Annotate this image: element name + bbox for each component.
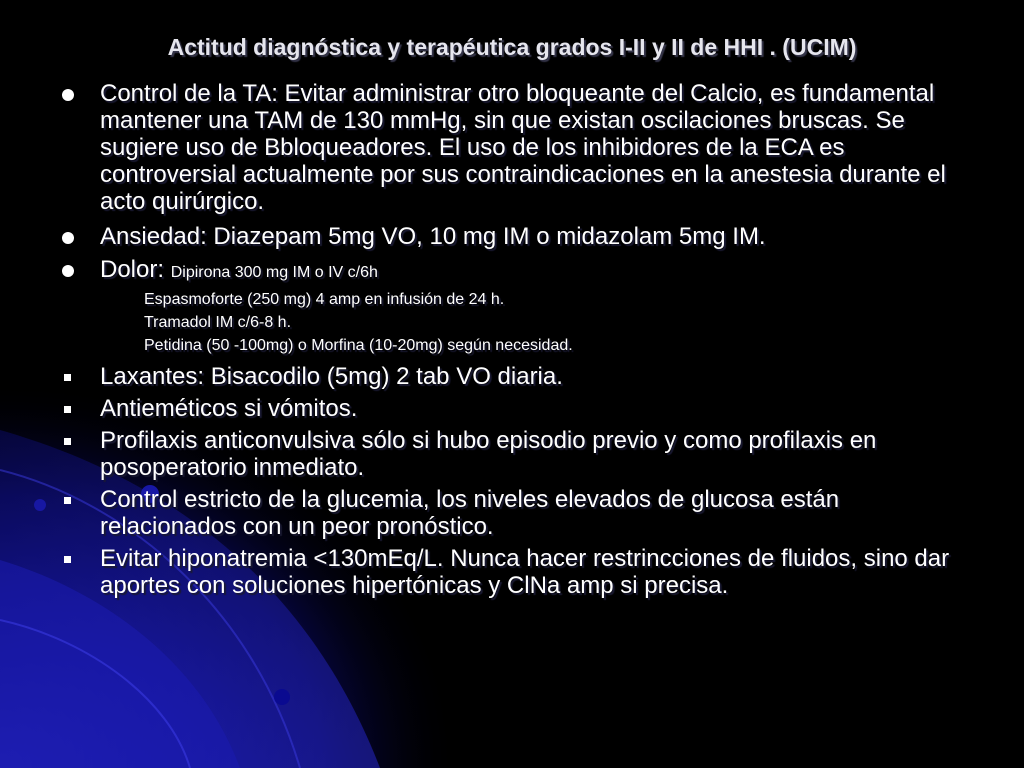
dolor-sub-line: Espasmoforte (250 mg) 4 amp en infusión de 24 h.: [144, 291, 505, 308]
list-item-text: Control de la TA: Evitar administrar otro bloqueante del Calcio, es fundamental mantener una TAM de 130 mmHg, sin que existan oscilaciones bruscas. Se sugiere uso de Bbloqueadores. El uso de los inhibidores de la ECA es controversial actualmente por sus contraindicaciones en la anestesia durante el acto quirúrgico.: [100, 80, 946, 215]
bullet-list: [60, 80, 960, 599]
square-bullet-icon: [64, 406, 71, 413]
list-item: [60, 363, 960, 390]
dolor-sub-line: Petidina (50 -100mg) o Morfina (10-20mg) según necesidad.: [144, 337, 573, 354]
dolor-first-line: Dipirona 300 mg IM o IV c/6h: [170, 264, 378, 281]
list-item-text: Evitar hiponatremia <130mEq/L. Nunca hacer restrincciones de fluidos, sino dar aportes con soluciones hipertónicas y ClNa amp si precisa.: [100, 545, 950, 599]
list-item-text: Ansiedad: Diazepam 5mg VO, 10 mg IM o midazolam 5mg IM.: [100, 223, 766, 250]
list-item: [60, 486, 960, 540]
slide-title: Actitud diagnóstica y terapéutica grados I-II y II de HHI . (UCIM): [167, 34, 857, 60]
square-bullet-icon: [64, 556, 71, 563]
list-item: [60, 545, 960, 599]
list-item-text: Antieméticos si vómitos.: [100, 395, 358, 422]
square-bullet-icon: [64, 374, 71, 381]
dolor-sub-line: Tramadol IM c/6-8 h.: [144, 314, 292, 331]
list-item-text: Control estricto de la glucemia, los niveles elevados de glucosa están relacionados con un peor pronóstico.: [100, 486, 840, 540]
list-item: [60, 256, 960, 286]
list-item-text: Dolor:: [100, 256, 165, 283]
round-bullet-icon: [62, 232, 74, 244]
list-item-text: Laxantes: Bisacodilo (5mg) 2 tab VO diaria.: [100, 363, 563, 390]
list-item: [60, 427, 960, 481]
square-bullet-icon: [64, 497, 71, 504]
round-bullet-icon: [62, 265, 74, 277]
square-bullet-icon: [64, 438, 71, 445]
list-item: [60, 395, 960, 422]
list-item-text: Profilaxis anticonvulsiva sólo si hubo episodio previo y como profilaxis en posoperatorio inmediato.: [100, 427, 877, 481]
list-item: [60, 223, 960, 250]
list-item: [60, 80, 960, 215]
round-bullet-icon: [62, 89, 74, 101]
